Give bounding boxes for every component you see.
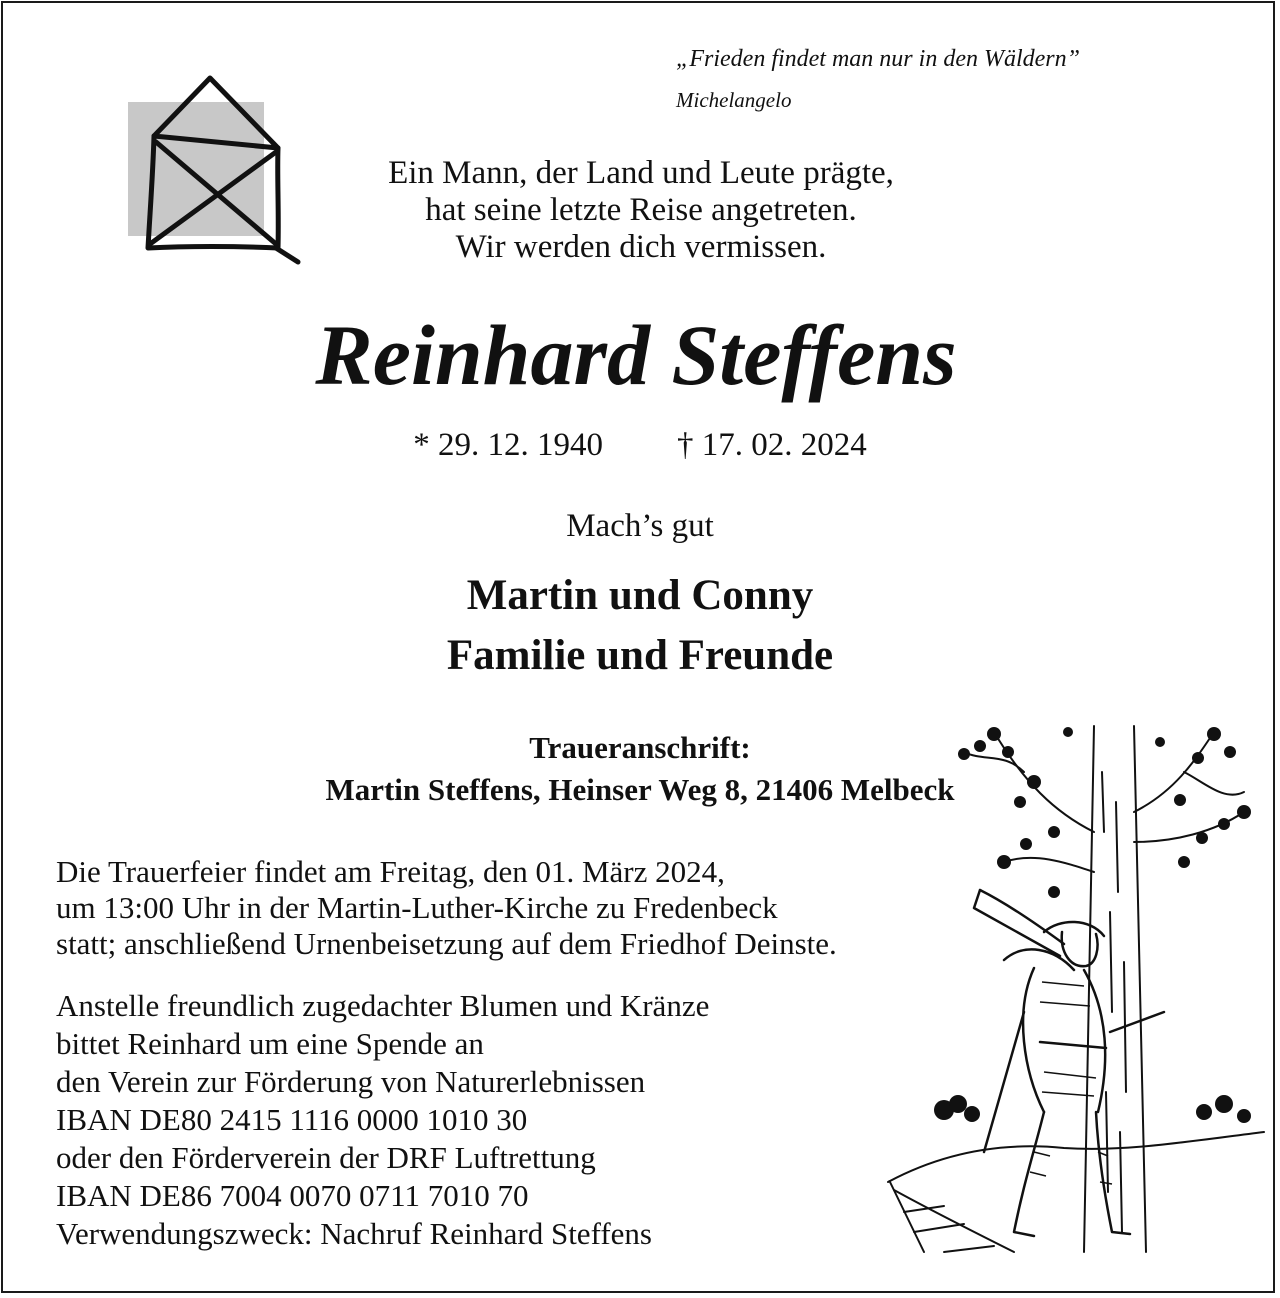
birth-date: * 29. 12. 1940 [413, 427, 603, 463]
donation-iban-1: IBAN DE80 2415 1116 0000 1010 30 [56, 1102, 528, 1137]
address-label: Traueranschrift: [529, 730, 751, 765]
ceremony-line-1: Die Trauerfeier findet am Freitag, den 01. März 2024, [56, 854, 725, 889]
donation-line-3: den Verein zur Förderung von Naturerlebnissen [56, 1064, 646, 1099]
hunter-horn-tree-illustration [884, 712, 1268, 1266]
deceased-name: Reinhard Steffens [315, 307, 957, 403]
life-dates [0, 425, 1280, 465]
quote-text: „Frieden findet man nur in den Wäldern” [676, 46, 1080, 72]
mourner-line-1: Martin und Conny [466, 572, 814, 619]
farewell-text: Mach’s gut [566, 508, 714, 544]
intro-line-1: Ein Mann, der Land und Leute prägte, [388, 155, 894, 191]
address-line: Martin Steffens, Heinser Weg 8, 21406 Melbeck [325, 772, 955, 807]
quote-author: Michelangelo [676, 88, 792, 112]
donation-line-5: oder den Förderverein der DRF Luftrettung [56, 1140, 596, 1175]
ceremony-line-2: um 13:00 Uhr in der Martin-Luther-Kirche zu Fredenbeck [56, 890, 778, 925]
donation-line-2: bittet Reinhard um eine Spende an [56, 1026, 484, 1061]
death-date: † 17. 02. 2024 [677, 427, 867, 463]
ceremony-line-3: statt; anschließend Urnenbeisetzung auf dem Friedhof Deinste. [56, 926, 837, 961]
intro-line-3: Wir werden dich vermissen. [455, 229, 827, 265]
donation-iban-2: IBAN DE86 7004 0070 0711 7010 70 [56, 1178, 529, 1213]
donation-purpose: Verwendungszweck: Nachruf Reinhard Steffens [56, 1216, 652, 1251]
mourner-line-2: Familie und Freunde [446, 632, 834, 679]
donation-line-1: Anstelle freundlich zugedachter Blumen und Kränze [56, 988, 710, 1023]
intro-line-2: hat seine letzte Reise angetreten. [425, 192, 857, 228]
